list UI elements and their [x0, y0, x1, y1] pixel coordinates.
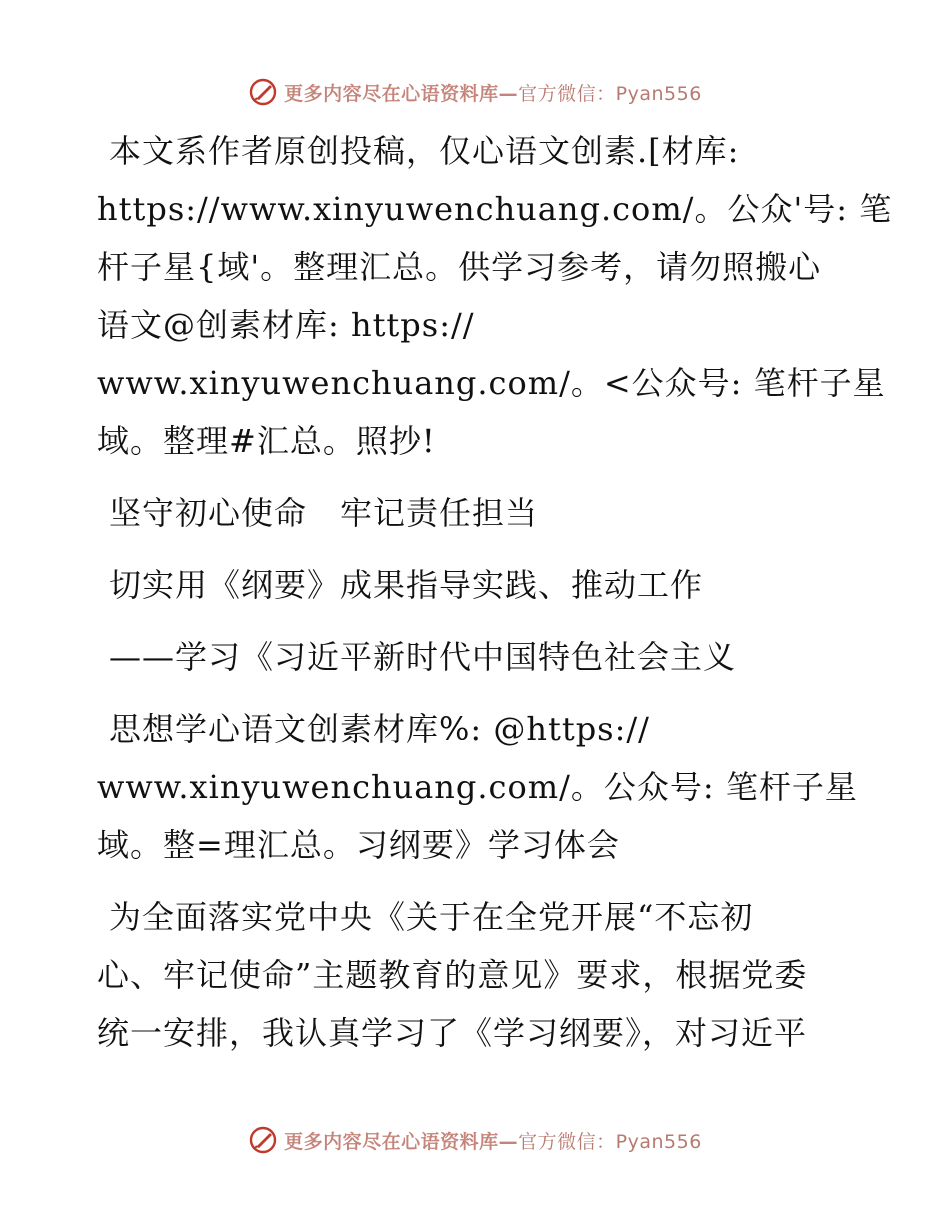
- copyright-paragraph: [97, 122, 893, 470]
- text-line: 心、牢记使命”主题教育的意见》要求，根据党委: [97, 956, 808, 994]
- text-line: 本文系作者原创投稿，仅心语文创素.[材库:: [109, 132, 740, 170]
- banner-dash: —: [498, 1130, 519, 1153]
- text-line: 思想学心语文创素材库%: @https://: [109, 710, 650, 748]
- subtitle-paragraph: [97, 700, 867, 874]
- text-line: 统一安排，我认真学习了《学习纲要》，对习近平: [97, 1014, 808, 1052]
- wechat-text: 官方微信：Pyan556: [518, 82, 702, 105]
- footer-banner-text: [284, 1127, 702, 1154]
- subtitle-line: 切实用《纲要》成果指导实践、推动工作: [109, 566, 704, 604]
- text-line: 杆子星{域'。整理汇总。供学习参考，请勿照搬心: [97, 248, 822, 286]
- text-line: www.xinyuwenchuang.com/。<公众号: 笔杆子星: [97, 364, 886, 402]
- subtitle-line: ——学习《习近平新时代中国特色社会主义: [109, 638, 737, 676]
- header-banner-text: [284, 79, 702, 106]
- text-line: 域。整理#汇总。照抄!: [97, 422, 436, 460]
- text-line: www.xinyuwenchuang.com/。公众号: 笔杆子星: [97, 768, 858, 806]
- wechat-text: 官方微信：Pyan556: [518, 1130, 702, 1153]
- title-line: 坚守初心使命 牢记责任担当: [109, 494, 539, 532]
- quill-logo-icon: [248, 77, 278, 107]
- footer-banner: [0, 1120, 950, 1160]
- text-line: 为全面落实党中央《关于在全党开展“不忘初: [109, 898, 754, 936]
- text-line: 语文@创素材库: https://: [97, 306, 475, 344]
- quill-logo-icon: [248, 1125, 278, 1155]
- header-banner: [0, 72, 950, 112]
- banner-dash: —: [498, 82, 519, 105]
- document-body: [97, 122, 893, 1062]
- promo-text: 更多内容尽在心语资料库: [284, 82, 499, 105]
- body-paragraph: [97, 888, 867, 1062]
- text-line: https://www.xinyuwenchuang.com/。公众'号: 笔: [97, 190, 893, 228]
- promo-text: 更多内容尽在心语资料库: [284, 1130, 499, 1153]
- text-line: 域。整=理汇总。习纲要》学习体会: [97, 826, 620, 864]
